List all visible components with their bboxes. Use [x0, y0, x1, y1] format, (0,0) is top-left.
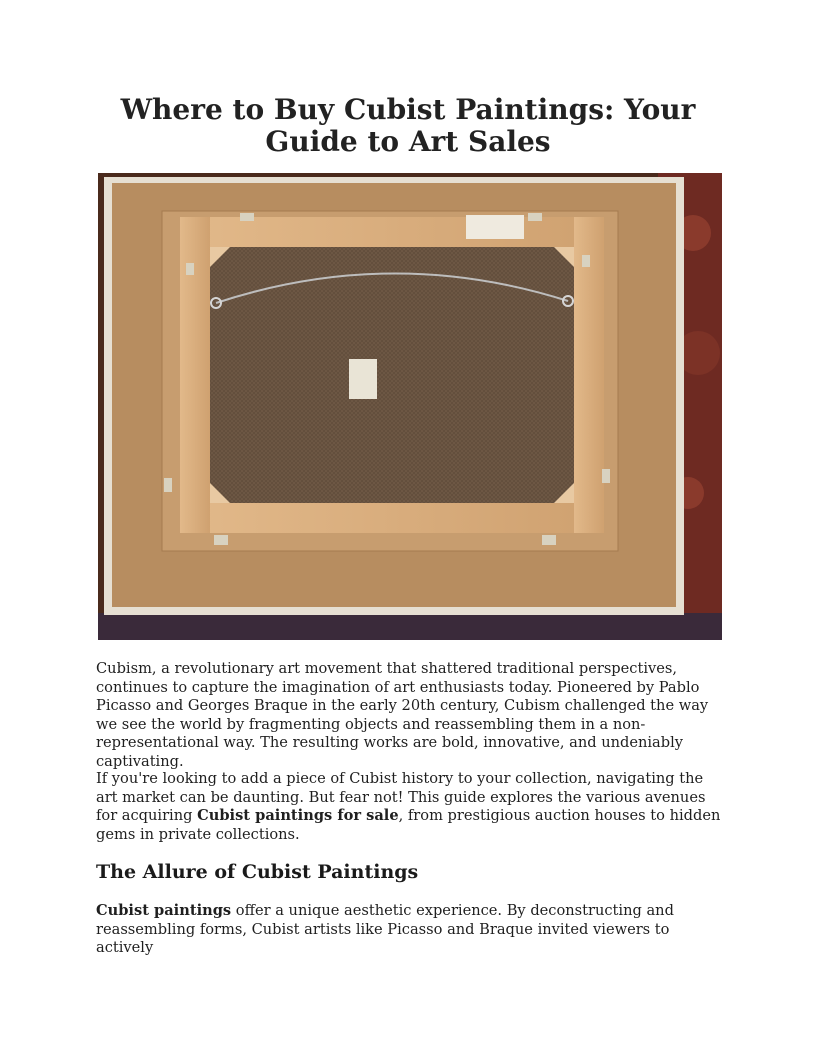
allure-paragraph	[96, 902, 726, 958]
page-title: Where to Buy Cubist Paintings: Your Guide to Art Sales	[120, 93, 696, 158]
cubist-paintings-emphasis: Cubist paintings	[96, 902, 232, 919]
guide-paragraph-tail: , from prestigious auction houses to hidden gems in private collections.	[96, 807, 721, 843]
cubist-paintings-for-sale-emphasis: Cubist paintings for sale	[197, 807, 399, 824]
guide-paragraph-text: If you're looking to add a piece of Cubist history to your collection, navigating the art market can be daunting. But fear not! This guide explores the various avenues for acquiring	[96, 770, 706, 824]
guide-paragraph	[96, 770, 726, 844]
intro-paragraph: Cubism, a revolutionary art movement that shattered traditional perspectives, continues to capture the imagination of art enthusiasts today. Pioneered by Pablo Picasso and Georges Braque in the early 20th century, Cubism challenged the way we see the world by fragmenting objects and reassembling them in a non-representational way. The resulting works are bold, innovative, and undeniably captivating.	[96, 660, 709, 770]
painting-back-photo	[98, 173, 722, 640]
section-heading: The Allure of Cubist Paintings	[96, 861, 419, 883]
allure-paragraph-text: offer a unique aesthetic experience. By deconstructing and reassembling forms, Cubist artists like Picasso and Braque invited viewers to actively	[96, 902, 674, 956]
